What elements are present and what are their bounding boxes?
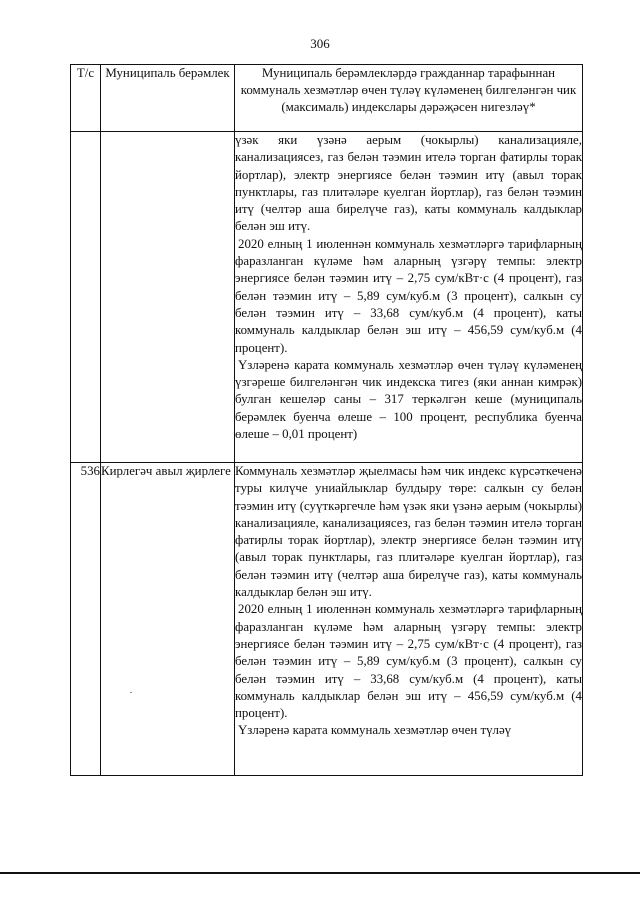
table-row-continued [71,132,583,463]
row-content-cell [235,463,583,776]
content-paragraph: Коммуналь хезмәтләр җыелмасы һәм чик индекс күрсәткеченә туры килүче униайлыклар булдыру төре: салкын су белән тәэмин итү (суүткәргечле һәм үзәк яки үзәнә аерым (чокырлы) канализацияле, канализациясез, газ белән тәэмин ителә торган фатирлы торак йортлар), электр энергиясе белән тәэмин итү (авыл торак пунктлары, газ плитәләре куелган йортлар), газ белән тәэмин итү (челтәр аша бирелүче газ), каты коммуналь калдыклар белән эш итү. [235,464,582,600]
table-row [71,463,583,776]
header-number: Т/с [71,65,101,132]
content-paragraph: Үзләренә карата коммуналь хезмәтләр өчен түләү [238,723,512,738]
content-paragraph: 2020 елның 1 июленнән коммуналь хезмәтләргә тарифларның фаразланган күләме һәм аларның үзгәрү темпы: электр энергиясе белән тәэмин итү – 2,75 сум/кВт·с (4 процент), газ белән тәэмин итү – 5,89 сум/куб.м (3 процент), салкын су белән тәэмин итү – 33,68 сум/куб.м (4 процент), каты коммуналь калдыклар белән эш итү – 456,59 сум/куб.м (4 процент). [235,602,582,721]
row-name-cell [101,132,235,463]
content-paragraph: үзәк яки үзәнә аерым (чокырлы) канализацияле, канализациясез, газ белән тәэмин ителә торган фатирлы торак йортлар), электр энергиясе белән тәэмин итү (авыл торак пунктлары, газ плитәләре куелган йортлар), газ белән тәэмин итү (челтәр аша бирелүче газ), каты коммуналь калдыклар белән эш итү. [235,133,582,234]
scan-speck [130,692,132,693]
table-header-row [71,65,583,132]
content-paragraph: 2020 елның 1 июленнән коммуналь хезмәтләргә тарифларның фаразланган күләме һәм аларның үзгәрү темпы: электр энергиясе белән тәэмин итү – 2,75 сум/кВт·с (4 процент), газ белән тәэмин итү – 5,89 сум/куб.м (3 процент), салкын су белән тәэмин итү – 33,68 сум/куб.м (4 процент), каты коммуналь калдыклар белән эш итү – 456,59 сум/куб.м (4 процент). [235,236,582,355]
utilities-index-table [70,64,583,776]
content-clip [235,463,582,740]
scan-bottom-edge [0,872,640,874]
content-paragraph: Үзләренә карата коммуналь хезмәтләр өчен түләү күләменең үзгәреше билгеләнгән чик индекска тигез (яки аннан кимрәк) булган кешеләр саны – 317 теркәлгән кеше (муниципаль берәмлек буенча өлеше – 100 процент, республика буенча өлеше – 0,01 процент) [235,357,582,442]
row-number-cell [71,132,101,463]
row-content-cell [235,132,583,463]
row-name-cell: Кирлегәч авыл җирлеге [101,463,235,776]
row-number-cell: 536 [71,463,101,776]
header-municipality: Муниципаль берәмлек [101,65,235,132]
page-number: 306 [310,36,330,51]
header-justification: Муниципаль берәмлекләрдә гражданнар тарафыннан коммуналь хезмәтләр өчен түләү күләменең билгеләнгән чик (максималь) индекслары дәрәҗәсен нигезләү* [235,65,583,132]
